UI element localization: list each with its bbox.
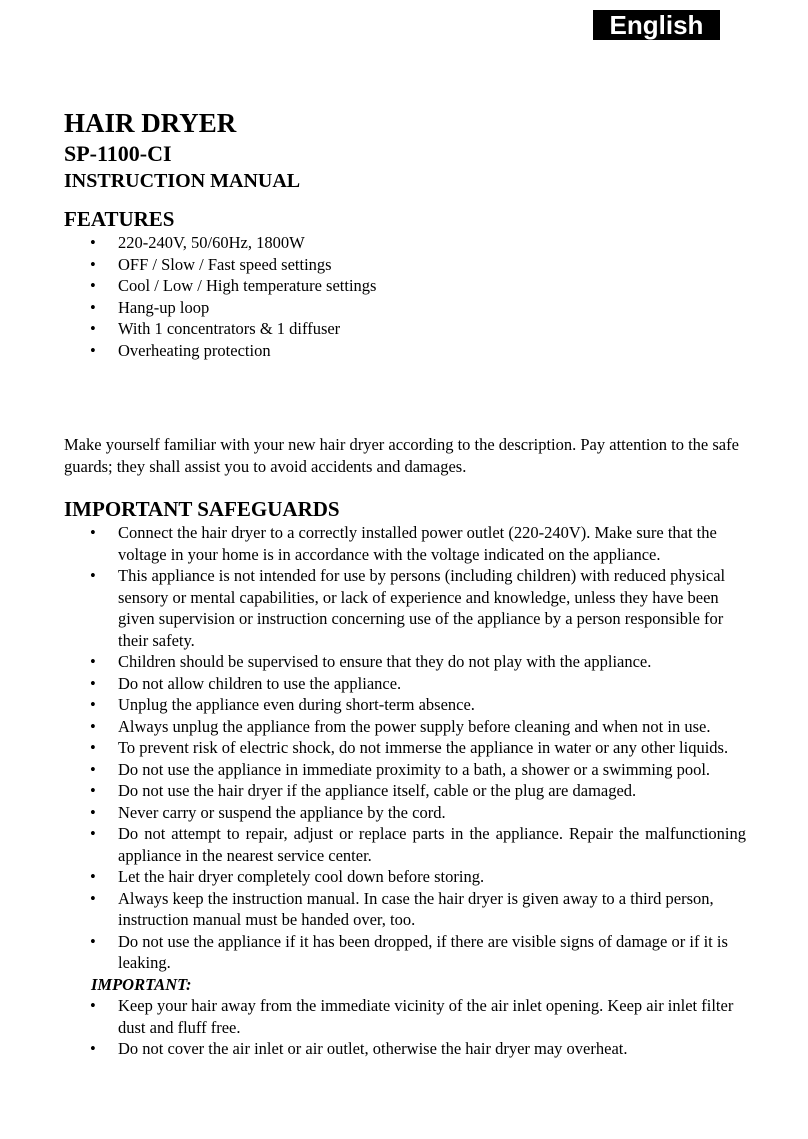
intro-paragraph: Make yourself familiar with your new hair dryer according to the description. Pay attention to the safe guards; they shall assist you to avoid accidents and damages.	[64, 435, 739, 476]
list-item: • This appliance is not intended for use by persons (including children) with reduced physical sensory or mental capabilities, or lack of experience and knowledge, unless they have been given supervision or instruction concerning use of the appliance by a person responsible for their safety.	[64, 565, 746, 651]
important-list	[64, 995, 746, 1060]
list-item: • Always keep the instruction manual. In case the hair dryer is given away to a third person, instruction manual must be handed over, too.	[64, 888, 746, 931]
list-item: • Do not use the hair dryer if the appliance itself, cable or the plug are damaged.	[64, 780, 746, 802]
list-item: • 220-240V, 50/60Hz, 1800W	[64, 232, 746, 254]
list-item: • To prevent risk of electric shock, do not immerse the appliance in water or any other liquids.	[64, 737, 746, 759]
safeguards-list	[64, 522, 746, 974]
list-item: • Do not use the appliance if it has been dropped, if there are visible signs of damage or if it is leaking.	[64, 931, 746, 974]
important-label	[64, 974, 746, 996]
list-item: • OFF / Slow / Fast speed settings	[64, 254, 746, 276]
important-label-colon: :	[186, 974, 192, 994]
list-item: • Let the hair dryer completely cool down before storing.	[64, 866, 746, 888]
features-list	[64, 232, 746, 361]
list-item: • Do not cover the air inlet or air outlet, otherwise the hair dryer may overheat.	[64, 1038, 746, 1060]
list-item: • Do not allow children to use the appliance.	[64, 673, 746, 695]
features-heading: FEATURES	[64, 207, 175, 231]
manual-page	[64, 106, 746, 1060]
document-title: HAIR DRYER	[64, 108, 237, 138]
list-item: • Overheating protection	[64, 340, 746, 362]
list-item: • Do not attempt to repair, adjust or replace parts in the appliance. Repair the malfunctioning appliance in the nearest service center.	[64, 823, 746, 866]
list-item: • Children should be supervised to ensure that they do not play with the appliance.	[64, 651, 746, 673]
important-label-text: IMPORTANT	[91, 974, 187, 994]
list-item: • Always unplug the appliance from the power supply before cleaning and when not in use.	[64, 716, 746, 738]
document-subtitle: INSTRUCTION MANUAL	[64, 170, 301, 192]
list-item: • Hang-up loop	[64, 297, 746, 319]
list-item: • Unplug the appliance even during short-term absence.	[64, 694, 746, 716]
list-item: • Never carry or suspend the appliance by the cord.	[64, 802, 746, 824]
list-item: • Cool / Low / High temperature settings	[64, 275, 746, 297]
list-item: • Keep your hair away from the immediate vicinity of the air inlet opening. Keep air inlet filter dust and fluff free.	[64, 995, 746, 1038]
list-item: • Do not use the appliance in immediate proximity to a bath, a shower or a swimming pool.	[64, 759, 746, 781]
language-badge: English	[593, 10, 720, 40]
safeguards-heading: IMPORTANT SAFEGUARDS	[64, 497, 340, 521]
list-item: • With 1 concentrators & 1 diffuser	[64, 318, 746, 340]
list-item: • Connect the hair dryer to a correctly installed power outlet (220-240V). Make sure that the voltage in your home is in accordance with the voltage indicated on the appliance.	[64, 522, 746, 565]
model-number: SP-1100-CI	[64, 141, 172, 166]
